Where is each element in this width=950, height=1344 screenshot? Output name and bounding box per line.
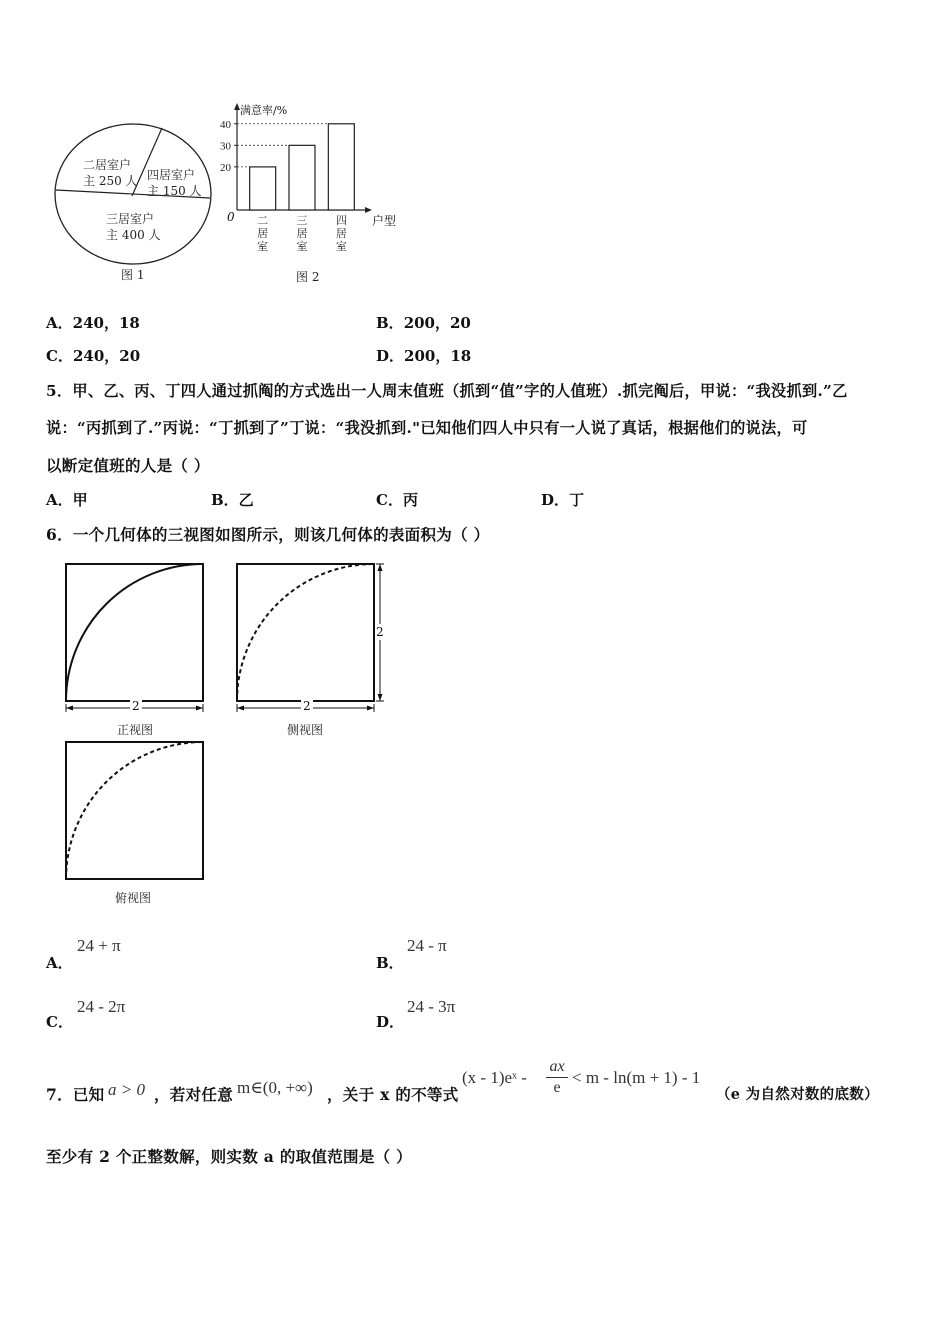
side-view-square [237,564,374,701]
figure-1-caption: 图 1 [121,268,145,282]
y-tick-label: 40 [220,118,231,131]
q7-mid-1: ，若对任意 [154,1085,234,1104]
q5-line-3: 以断定值班的人是（ ） [46,456,210,475]
q5-option-c[interactable]: C．丙 [376,491,418,509]
q6-option-a-letter[interactable]: A． [46,954,73,972]
category-label-char: 四 [335,215,347,227]
q5-option-a[interactable]: A．甲 [46,491,88,509]
pie-label-two-line2: 主 250 人 [83,174,138,188]
front-dim-label: 2 [132,699,140,713]
category-label-char: 居 [296,228,308,240]
q6-option-c-expr: 24 - 2π [77,997,126,1016]
q7-suffix: （e 为自然对数的底数） [716,1086,879,1103]
bar-chart-ylabel: 满意率/% [240,104,288,117]
pie-label-three-line1: 三居室户 [106,212,155,226]
q6-option-c-letter[interactable]: C． [46,1013,73,1031]
y-tick-label: 30 [220,140,231,153]
q7-frac-bar [546,1077,568,1078]
category-label-char: 居 [335,228,347,240]
q6-question: 6．一个几何体的三视图如图所示，则该几何体的表面积为（ ） [46,525,490,544]
q7-fraction [544,1058,570,1097]
q7-frac-den: e [553,1079,561,1096]
figure-1-pie [50,118,220,288]
bar-chart-xlabel: 户型 [372,214,397,228]
figure-2-caption: 图 2 [296,270,320,284]
front-view-square [66,564,203,701]
q6-option-d-letter[interactable]: D． [376,1013,405,1031]
q4-option-a-text: 240，18 [72,314,140,332]
q7-cond-m: m∈(0, +∞) [237,1078,313,1097]
pie-label-four-line1: 四居室户 [147,168,196,182]
top-view-arc [66,742,203,879]
q4-option-d-text: 200，18 [404,347,472,365]
pie-label-three-line2: 主 400 人 [106,228,161,242]
bar-chart-origin: 0 [227,210,235,224]
q4-option-b[interactable] [376,312,471,333]
x-axis-arrow [365,207,372,213]
q6-option-b-expr: 24 - π [407,936,447,955]
bar-2 [289,145,315,210]
q7-frac-num: ax [549,1058,565,1075]
top-view-caption: 俯视图 [115,891,152,905]
front-view-arc [66,564,203,701]
bar-1 [250,167,276,210]
q4-option-c[interactable] [46,345,140,366]
q4-option-d-letter: D． [376,347,405,365]
q5-line-2: 说：“丙抓到了.”丙说：“丁抓到了”丁说：“我没抓到."已知他们四人中只有一人说了真话，根据他们的说法，可 [46,419,808,437]
q6-option-a-expr: 24 + π [77,936,121,955]
front-view [60,560,210,720]
category-label-char: 二 [257,215,269,227]
category-label-char: 室 [335,241,347,253]
q4-option-d[interactable] [376,345,471,366]
q7-ineq-left: (x - 1)eˣ - [462,1068,527,1087]
side-view [230,560,390,720]
top-view [60,738,210,888]
side-view-arc [237,564,374,701]
q7-mid-2: ，关于 x 的不等式 [327,1085,459,1104]
q6-option-b-letter[interactable]: B． [376,954,404,972]
q4-option-a[interactable] [46,312,140,333]
side-dim-width-label: 2 [303,699,311,713]
q4-option-c-text: 240，20 [72,347,141,365]
figure-2-bar-chart [210,100,410,290]
q4-option-b-letter: B． [376,314,404,332]
q6-option-d-expr: 24 - 3π [407,997,456,1016]
y-tick-label: 20 [220,161,231,174]
q7-ineq-right: < m - ln(m + 1) - 1 [572,1068,701,1087]
side-dim-height-label: 2 [376,625,384,639]
bar-3 [328,124,354,210]
q7-cond-a: a > 0 [108,1080,145,1099]
side-view-caption: 侧视图 [287,723,324,737]
pie-label-four-line2: 主 150 人 [147,184,202,198]
q7-prefix: 7．已知 [46,1085,105,1104]
front-view-caption: 正视图 [117,723,154,737]
q5-option-d[interactable]: D．丁 [541,491,585,509]
category-label-char: 居 [257,228,269,240]
pie-label-two-line1: 二居室户 [83,158,132,172]
category-label-char: 三 [296,215,308,227]
q5-option-b[interactable]: B．乙 [211,491,254,509]
top-view-square [66,742,203,879]
category-label-char: 室 [296,241,308,253]
q4-option-b-text: 200，20 [403,314,471,332]
q5-line-1: 5．甲、乙、丙、丁四人通过抓阄的方式选出一人周末值班（抓到“值”字的人值班）.抓完阄后，甲说：“我没抓到.”乙 [46,382,848,400]
q7-line-2: 至少有 2 个正整数解，则实数 a 的取值范围是（ ） [46,1147,412,1166]
category-label-char: 室 [257,241,269,253]
q4-option-a-letter: A． [46,314,73,332]
q4-option-c-letter: C． [46,347,73,365]
